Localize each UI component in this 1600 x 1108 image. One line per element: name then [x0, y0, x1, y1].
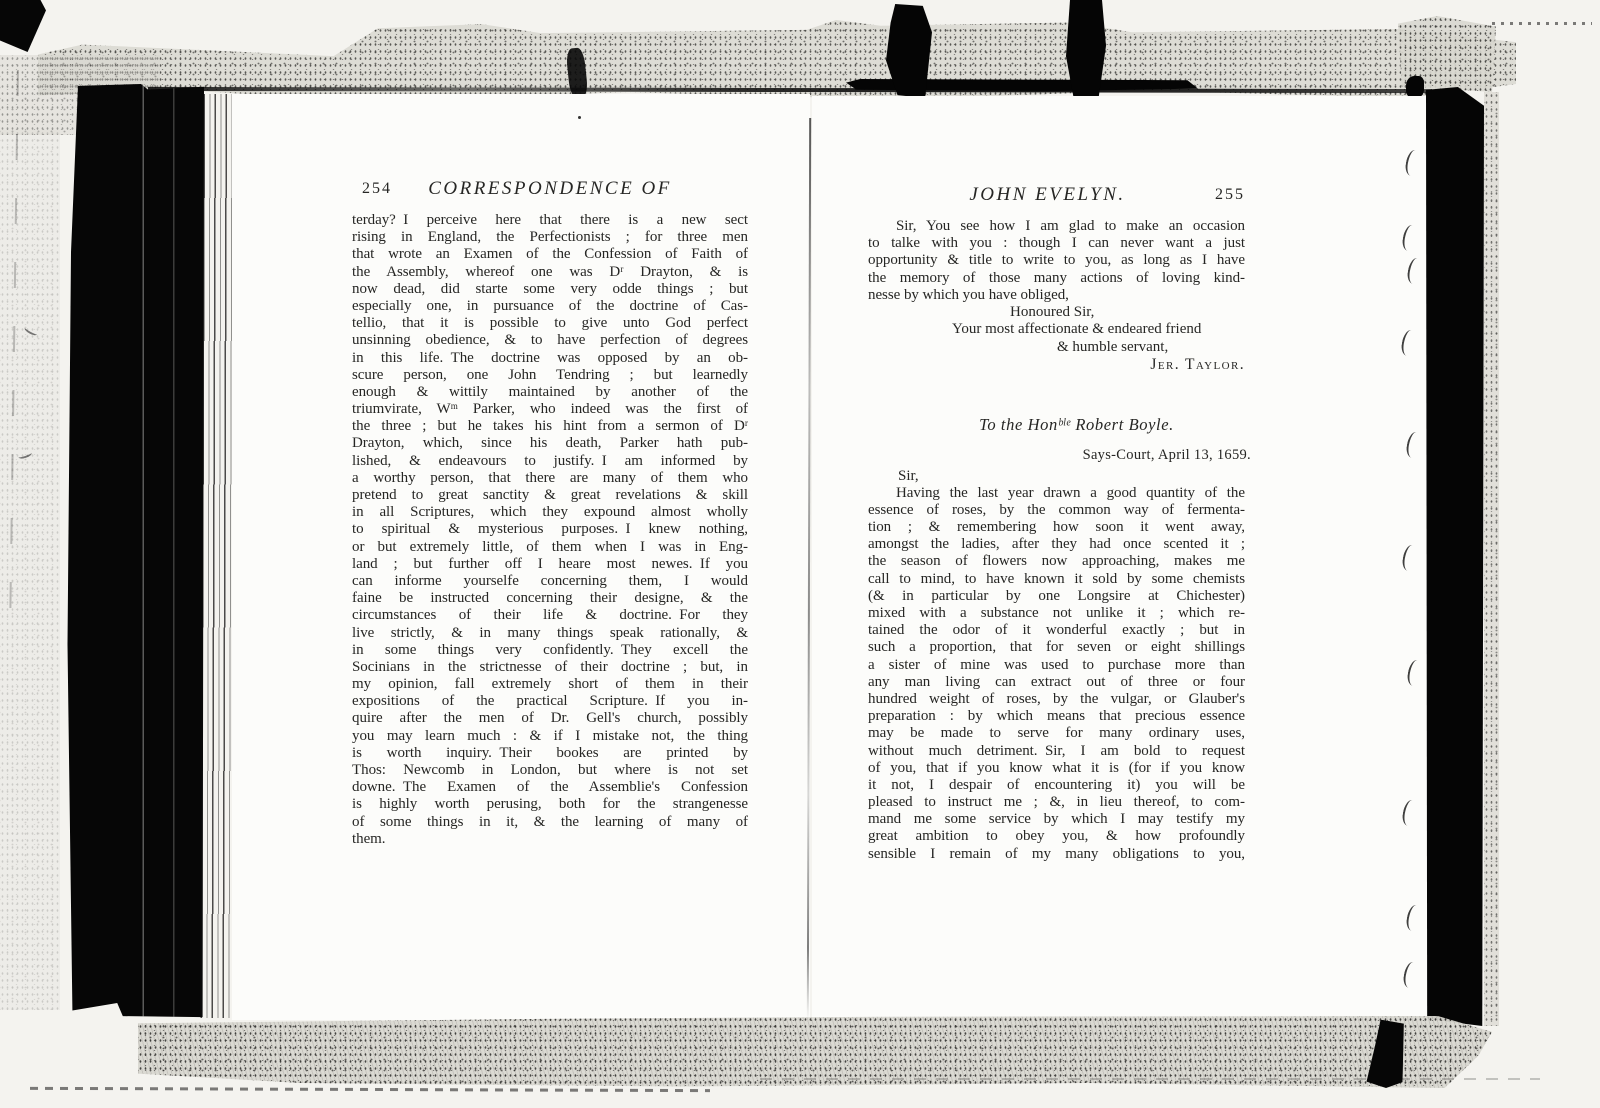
text-line: downe. The Examen of the Assemblie's Confession [352, 779, 748, 796]
text-line: scure person, one John Tendring ; but learnedly [352, 366, 748, 383]
text-line: or but extremely little, of them when I was in Eng- [352, 538, 748, 555]
running-header: CORRESPONDENCE OF [428, 178, 672, 199]
text-line: to spiritual & mysterious purposes. I knew nothing, [352, 521, 748, 538]
text-line: is worth inquiry. Their bookes are printed by [352, 744, 748, 761]
text-line: live strictly, & in many things speak rationally, & [352, 624, 748, 641]
text-line: Sir, You see how I am glad to make an occasion [896, 218, 1245, 234]
text-line: you may learn much : & if I mistake not, the thing [352, 727, 748, 744]
text-line: Drayton, which, since his death, Parker hath pub- [352, 435, 748, 452]
left-binding-shadow [64, 84, 204, 1018]
text-line: especially one, in pursuance of the doctrine of Cas- [352, 297, 748, 314]
text-line: the season of flowers now approaching, makes me [868, 553, 1245, 570]
text-line: preparation : by which means that precious essence [868, 708, 1245, 725]
text-line: lished, & endeavours to justify. I am informed by [352, 452, 748, 469]
ink-knot-mark [1406, 76, 1424, 98]
text-line: to talke with you : though I can never want a just [868, 235, 1245, 252]
text-line: nesse by which you have obliged, [868, 286, 1069, 303]
text-line: them. [352, 830, 386, 847]
text-line: of you, that if you know what it is (for if you know [868, 759, 1245, 776]
stray-dot [578, 116, 581, 119]
text-line: mixed with a substance not unlike it ; which re- [868, 605, 1245, 621]
letter2-body-text [868, 485, 1245, 863]
left-page-edge-lines [200, 94, 235, 1018]
text-line: unsinning obedience, & to have perfection of degrees [352, 332, 748, 349]
text-line: is highly worth perusing, both for the strangenesse [352, 796, 748, 813]
text-line: Socinians in the strictnesse of their doctrine ; but, in [352, 658, 748, 675]
text-line: my opinion, fall extremely short of them in their [352, 676, 748, 693]
right-binding-noise [1484, 92, 1499, 1026]
text-line: a worthy person, that there are many of them who [352, 469, 748, 486]
text-line: call to mind, to have known it sold by some chemists [868, 570, 1245, 587]
text-line: pleased to instruct me ; &, in lieu thereof, to com- [868, 794, 1245, 811]
ink-blob [1066, 0, 1106, 102]
text-line: such a proportion, that for seven or eight shillings [868, 639, 1245, 656]
bottom-edge-line [30, 1087, 710, 1092]
text-line: tellio, that it is possible to give unto God perfect [352, 315, 748, 332]
valediction-line: Honoured Sir, [1010, 303, 1095, 320]
text-line: rising in England, the Perfectionists ; for three men [352, 229, 748, 246]
page-number: 255 [1215, 186, 1245, 203]
letter2-heading: To the Honᵇˡᵉ Robert Boyle. [979, 414, 1174, 434]
text-line: that wrote an Examen of the Confession of Faith of [352, 246, 748, 263]
text-line: mand me some service by which I may testify my [868, 811, 1245, 828]
running-header: JOHN EVELYN. [969, 184, 1126, 205]
text-line: expositions of the practical Scripture. If you in- [352, 693, 748, 710]
bottom-edge-line [760, 1078, 1540, 1080]
text-line: Having the last year drawn a good quantity of the [896, 484, 1245, 501]
text-line: of some things in it, & the learning of many of [352, 813, 748, 830]
text-line: sensible I remain of my many obligations to you, [868, 845, 1245, 862]
left-page-body-text [352, 212, 748, 848]
text-line: enough & wittily maintained by another of the [352, 383, 748, 400]
text-line: hundred weight of roses, by the vulgar, or Glauber's [868, 690, 1245, 707]
text-line: in this life. The doctrine was opposed by an ob- [352, 349, 748, 366]
text-line: essence of roses, by the common way of fermenta- [868, 501, 1245, 518]
text-line: in all Scriptures, which they expound almost wholly [352, 504, 748, 521]
letter1-signature: Jer. Taylor. [1150, 356, 1245, 374]
text-line: without much detriment. Sir, I am bold to request [868, 742, 1245, 759]
text-line: any man living can extract out of three or four [868, 673, 1245, 690]
text-line: tained the odor of it wonderful exactly ; but in [868, 622, 1245, 639]
letter2-dateline: Says-Court, April 13, 1659. [1082, 446, 1251, 463]
text-line: pretend to great sanctity & great revelations & skill [352, 487, 748, 503]
left-page-text-column [352, 178, 748, 848]
top-right-dotted-line [1492, 22, 1592, 25]
text-line: (& in particular by one Longsire at Chichester) [868, 587, 1245, 604]
right-binding-shadow [1426, 87, 1484, 1026]
text-line: the three ; but he takes his hint from a sermon of Dʳ [352, 418, 748, 435]
right-page-text-column [868, 184, 1251, 863]
right-page-header [868, 184, 1245, 206]
text-line: now dead, did starte some very odde things ; but [352, 280, 748, 297]
text-line: a sister of mine was used to purchase more than [868, 656, 1245, 673]
corner-ink-mark [0, 0, 46, 52]
text-line: Thos: Newcomb in London, but where is not set [352, 762, 748, 778]
text-line: quire after the men of Dr. Gell's church, possibly [352, 710, 748, 727]
text-line: circumstances of their life & doctrine. For they [352, 607, 748, 624]
text-line: may be made to serve for many ordinary uses, [868, 725, 1245, 742]
page-number: 254 [362, 180, 392, 197]
text-line: in some things very confidently. They excell the [352, 641, 748, 658]
text-line: the Assembly, whereof one was Dʳ Drayton, & is [352, 263, 748, 280]
text-line: land ; but further off I heare most newes. If you [352, 555, 748, 572]
text-line: amongst the ladies, after they had once scented it ; [868, 536, 1245, 553]
valediction-line: & humble servant, [1057, 338, 1169, 355]
text-line: can informe yourselfe concerning them, I would [352, 572, 748, 589]
text-line: opportunity & title to write to you, as long as I have [868, 252, 1245, 269]
text-line: the memory of those many actions of loving kind- [868, 269, 1245, 286]
valediction-line: Your most affectionate & endeared friend [952, 321, 1202, 338]
text-line: tion ; & remembering how soon it went away, [868, 519, 1245, 536]
text-line: great ambition to obey you, & how profoundly [868, 828, 1245, 845]
left-page-header [352, 178, 748, 200]
text-line: triumvirate, Wᵐ Parker, who indeed was the first of [352, 401, 748, 418]
text-line: faine be instructed concerning their designe, & the [352, 590, 748, 607]
letter1-body-text [868, 218, 1245, 304]
text-line: it not, I despair of encountering it) you will be [868, 776, 1245, 793]
letter2-salutation: Sir, [898, 467, 919, 484]
text-line: terday? I perceive here that there is a new sect [352, 212, 748, 228]
